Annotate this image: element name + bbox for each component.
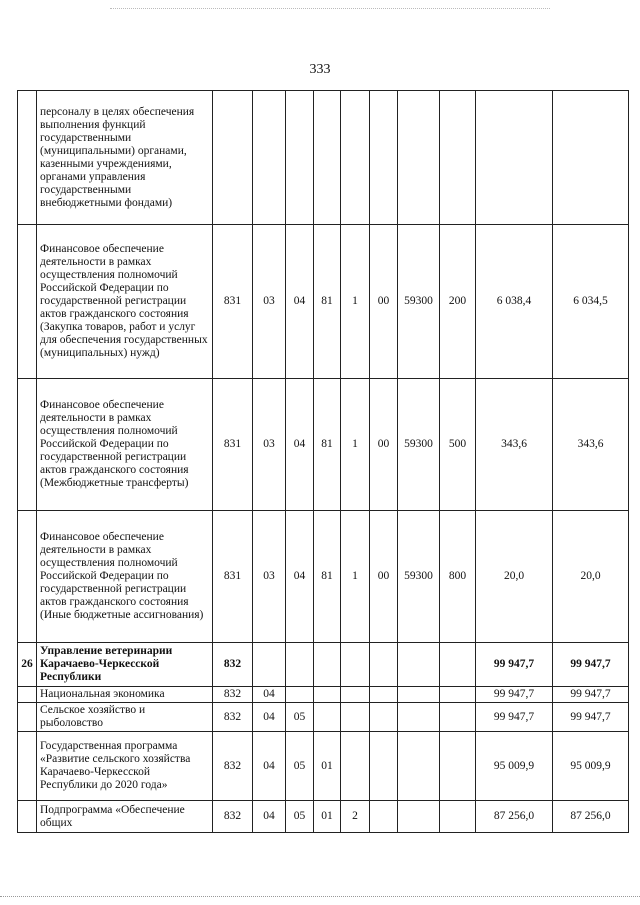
code-direction [370,703,398,732]
amount-year-1: 20,0 [476,511,553,643]
code-subsection [286,91,314,225]
code-program: 81 [314,225,341,379]
code-section: 03 [253,379,286,511]
row-name: Национальная экономика [37,687,213,703]
code-direction: 00 [370,379,398,511]
code-section [253,91,286,225]
table-row [18,225,629,379]
code-direction [370,91,398,225]
scan-artifact-bottom [0,896,640,898]
code-section: 04 [253,801,286,833]
code-subsection: 05 [286,703,314,732]
code-target: 59300 [398,379,440,511]
code-section: 03 [253,225,286,379]
code-program [314,703,341,732]
amount-year-2: 95 009,9 [553,732,629,801]
code-program [314,91,341,225]
code-ministry: 832 [213,703,253,732]
code-subsection: 04 [286,511,314,643]
code-direction [370,687,398,703]
code-subprogram [341,643,370,687]
amount-year-1: 343,6 [476,379,553,511]
code-subprogram [341,703,370,732]
code-program [314,687,341,703]
code-subsection [286,643,314,687]
table-row [18,91,629,225]
code-ministry: 832 [213,732,253,801]
code-subsection: 05 [286,801,314,833]
code-expense-type: 200 [440,225,476,379]
code-program: 81 [314,379,341,511]
code-program [314,643,341,687]
row-number [18,801,37,833]
table-row [18,643,629,687]
table-row [18,703,629,732]
row-number [18,379,37,511]
row-number [18,687,37,703]
code-ministry: 831 [213,379,253,511]
code-direction [370,732,398,801]
code-target [398,91,440,225]
code-expense-type: 800 [440,511,476,643]
amount-year-2: 87 256,0 [553,801,629,833]
code-subprogram: 1 [341,379,370,511]
amount-year-1: 87 256,0 [476,801,553,833]
scan-artifact-top [110,8,550,10]
code-ministry: 832 [213,801,253,833]
code-section [253,643,286,687]
code-target [398,801,440,833]
amount-year-1: 99 947,7 [476,687,553,703]
code-ministry: 832 [213,687,253,703]
code-ministry: 831 [213,511,253,643]
code-direction: 00 [370,511,398,643]
code-program: 01 [314,732,341,801]
amount-year-2: 20,0 [553,511,629,643]
row-number [18,225,37,379]
table-row [18,732,629,801]
code-target [398,703,440,732]
code-expense-type [440,703,476,732]
code-expense-type [440,732,476,801]
code-subprogram: 2 [341,801,370,833]
code-target [398,732,440,801]
code-expense-type [440,643,476,687]
row-name: Финансовое обеспечение деятельности в рамках осуществления полномочий Российской Федерации по государственной регистрации актов гражданского состояния (Закупка товаров, работ и услуг для обеспечения государственных (муниципальных) нужд) [37,225,213,379]
page-number: 333 [309,62,331,77]
code-expense-type [440,687,476,703]
code-subprogram: 1 [341,225,370,379]
budget-table [17,90,629,833]
code-ministry [213,91,253,225]
code-section: 04 [253,732,286,801]
code-direction: 00 [370,225,398,379]
row-number [18,511,37,643]
code-target [398,643,440,687]
row-name: персоналу в целях обеспечения выполнения функций государственными (муниципальными) органами, казенными учреждениями, органами управления государственными внебюджетными фондами) [37,91,213,225]
code-subprogram [341,687,370,703]
code-target [398,687,440,703]
row-number: 26 [18,643,37,687]
amount-year-2 [553,91,629,225]
code-direction [370,801,398,833]
row-name: Подпрограмма «Обеспечение общих [37,801,213,833]
code-subprogram: 1 [341,511,370,643]
code-expense-type [440,801,476,833]
code-section: 03 [253,511,286,643]
code-section: 04 [253,687,286,703]
row-name: Финансовое обеспечение деятельности в рамках осуществления полномочий Российской Федерации по государственной регистрации актов гражданского состояния (Межбюджетные трансферты) [37,379,213,511]
code-subsection: 04 [286,379,314,511]
row-number [18,91,37,225]
amount-year-1: 95 009,9 [476,732,553,801]
row-name: Финансовое обеспечение деятельности в рамках осуществления полномочий Российской Федерации по государственной регистрации актов гражданского состояния (Иные бюджетные ассигнования) [37,511,213,643]
code-section: 04 [253,703,286,732]
code-target: 59300 [398,225,440,379]
row-number [18,703,37,732]
amount-year-2: 6 034,5 [553,225,629,379]
code-expense-type [440,91,476,225]
code-ministry: 831 [213,225,253,379]
amount-year-2: 99 947,7 [553,643,629,687]
table-row [18,801,629,833]
table-row [18,687,629,703]
row-name: Государственная программа «Развитие сельского хозяйства Карачаево-Черкесской Республики до 2020 года» [37,732,213,801]
code-program: 01 [314,801,341,833]
amount-year-2: 99 947,7 [553,687,629,703]
amount-year-1: 6 038,4 [476,225,553,379]
code-direction [370,643,398,687]
table-row [18,511,629,643]
row-number [18,732,37,801]
code-ministry: 832 [213,643,253,687]
amount-year-1: 99 947,7 [476,643,553,687]
amount-year-2: 99 947,7 [553,703,629,732]
amount-year-1 [476,91,553,225]
code-subsection: 05 [286,732,314,801]
code-program: 81 [314,511,341,643]
code-target: 59300 [398,511,440,643]
code-subsection: 04 [286,225,314,379]
row-name: Управление ветеринарии Карачаево-Черкесской Республики [37,643,213,687]
amount-year-2: 343,6 [553,379,629,511]
table-row [18,379,629,511]
amount-year-1: 99 947,7 [476,703,553,732]
code-subprogram [341,91,370,225]
row-name: Сельское хозяйство и рыболовство [37,703,213,732]
code-expense-type: 500 [440,379,476,511]
code-subsection [286,687,314,703]
code-subprogram [341,732,370,801]
